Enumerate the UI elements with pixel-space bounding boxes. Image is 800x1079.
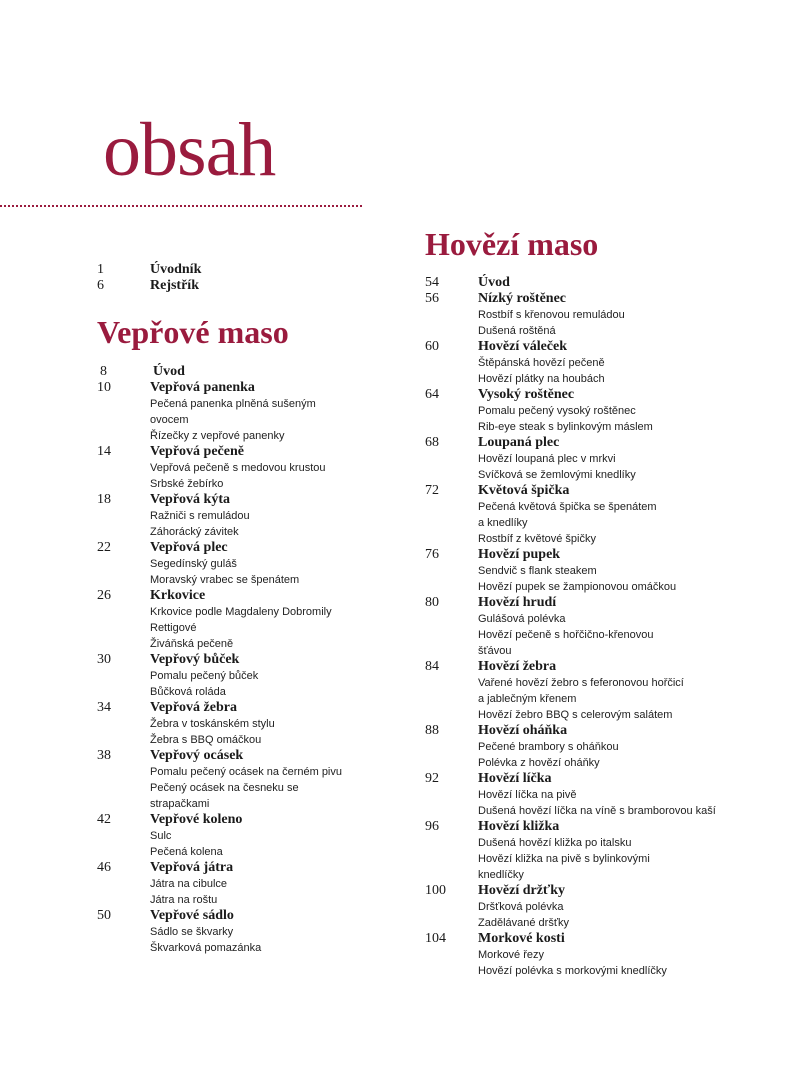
toc-row[interactable] [425, 883, 745, 931]
recipe-item[interactable]: Štěpánská hovězí pečeně [478, 357, 605, 369]
chapter-title[interactable]: Vepřová panenka [150, 380, 255, 395]
toc-entry [150, 812, 397, 860]
toc-entry [478, 387, 745, 435]
page-number: 6 [97, 278, 104, 293]
pork-section-title: Vepřové maso [97, 314, 289, 350]
toc-entry [150, 860, 397, 908]
toc-row[interactable] [97, 812, 397, 860]
toc-entry [150, 748, 397, 812]
toc-row[interactable] [425, 291, 745, 339]
recipe-item[interactable]: Pomalu pečený ocásek na černém pivu [150, 766, 342, 778]
recipe-item[interactable]: Krkovice podle Magdaleny Dobromily [150, 606, 332, 618]
recipe-item[interactable]: Řízečky z vepřové panenky [150, 430, 285, 442]
toc-entry [478, 883, 745, 931]
toc-row[interactable] [97, 700, 397, 748]
recipe-item[interactable]: Pečené brambory s oháňkou [478, 741, 619, 753]
chapter-title[interactable]: Vepřová žebra [150, 700, 237, 715]
chapter-title[interactable]: Úvodník [150, 262, 202, 277]
chapter-title[interactable]: Vepřové koleno [150, 812, 243, 827]
recipe-item[interactable]: ovocem [150, 414, 189, 426]
recipe-item[interactable]: Škvarková pomazánka [150, 942, 262, 954]
recipe-item[interactable]: Rettigové [150, 622, 197, 634]
intro-list [97, 262, 397, 294]
page-number: 80 [425, 595, 439, 610]
toc-entry [478, 435, 745, 483]
page-number: 92 [425, 771, 439, 786]
recipe-item[interactable]: Moravský vrabec se špenátem [150, 574, 300, 586]
toc-row[interactable] [97, 380, 397, 444]
toc-entry [478, 595, 745, 659]
toc-row[interactable] [97, 364, 397, 380]
toc-row[interactable] [425, 547, 745, 595]
recipe-item[interactable]: Pomalu pečený bůček [150, 670, 259, 682]
toc-row[interactable] [97, 588, 397, 652]
toc-row[interactable] [97, 278, 397, 294]
page-number: 1 [97, 262, 104, 277]
chapter-title[interactable]: Vepřová játra [150, 860, 234, 875]
toc-entry [478, 931, 745, 979]
dotted-divider [0, 205, 362, 207]
page-number: 22 [97, 540, 111, 555]
recipe-item[interactable]: Vepřová pečeně s medovou krustou [150, 462, 326, 474]
page-number: 68 [425, 435, 439, 450]
recipe-item[interactable]: a knedlíky [478, 517, 528, 529]
page-title: obsah [103, 108, 276, 192]
recipe-item[interactable]: Bůčková roláda [150, 686, 226, 698]
toc-entry [478, 291, 745, 339]
recipe-item[interactable]: Pomalu pečený vysoký roštěnec [478, 405, 636, 417]
chapter-title[interactable]: Hovězí držťky [478, 883, 566, 898]
page-number: 38 [97, 748, 111, 763]
recipe-item[interactable]: Živáňská pečeně [150, 638, 234, 650]
toc-row[interactable] [425, 483, 745, 547]
toc-entry [150, 444, 397, 492]
toc-entry [478, 339, 745, 387]
recipe-item[interactable]: Morkové řezy [478, 949, 545, 961]
recipe-item[interactable]: Zadělávané dršťky [478, 917, 569, 929]
chapter-title[interactable]: Vepřový ocásek [150, 748, 244, 763]
recipe-item[interactable]: Dušená roštěná [478, 325, 556, 337]
recipe-item[interactable]: Hovězí plátky na houbách [478, 373, 605, 385]
toc-entry [150, 278, 397, 294]
page-number: 76 [425, 547, 439, 562]
toc-entry [478, 723, 745, 771]
recipe-item[interactable]: Hovězí pečeně s hořčično-křenovou [478, 629, 654, 641]
recipe-item[interactable]: Segedínský guláš [150, 558, 237, 570]
recipe-item[interactable]: Svíčková se žemlovými knedlíky [478, 469, 636, 481]
recipe-item[interactable]: a jablečným křenem [478, 693, 577, 705]
toc-row[interactable] [425, 435, 745, 483]
page-number: 10 [97, 380, 111, 395]
chapter-title[interactable]: Vepřová plec [150, 540, 228, 555]
chapter-title[interactable]: Hovězí váleček [478, 339, 568, 354]
page-number: 26 [97, 588, 111, 603]
page-number: 30 [97, 652, 111, 667]
toc-entry [478, 659, 745, 723]
recipe-item[interactable]: Sendvič s flank steakem [478, 565, 597, 577]
recipe-item[interactable]: Dušená hovězí kližka po italsku [478, 837, 632, 849]
chapter-title[interactable]: Hovězí kližka [478, 819, 560, 834]
toc-row[interactable] [425, 275, 745, 291]
left-column [97, 262, 397, 956]
chapter-title[interactable]: Nízký roštěnec [478, 291, 566, 306]
chapter-title[interactable]: Loupaná plec [478, 435, 560, 450]
page-number: 56 [425, 291, 439, 306]
chapter-title[interactable]: Hovězí líčka [478, 771, 552, 786]
toc-entry [150, 652, 397, 700]
recipe-item[interactable]: Gulášová polévka [478, 613, 566, 625]
recipe-item[interactable]: Dušená hovězí líčka na víně s bramborovou kaší [478, 805, 716, 817]
toc-entry [150, 700, 397, 748]
recipe-item[interactable]: Rostbíf z květové špičky [478, 533, 596, 545]
page-number: 34 [97, 700, 111, 715]
page-number: 104 [425, 931, 446, 946]
toc-row[interactable] [97, 860, 397, 908]
recipe-item[interactable]: Hovězí kližka na pivě s bylinkovými [478, 853, 650, 865]
recipe-item[interactable]: Ražniči s remuládou [150, 510, 250, 522]
page-number: 84 [425, 659, 439, 674]
recipe-item[interactable]: Hovězí pupek se žampionovou omáčkou [478, 581, 677, 593]
page-number: 100 [425, 883, 446, 898]
recipe-item[interactable]: knedlíčky [478, 869, 524, 881]
recipe-item[interactable]: Vařené hovězí žebro s feferonovou hořčicí [478, 677, 684, 689]
toc-row[interactable] [425, 339, 745, 387]
toc-entry [478, 819, 745, 883]
chapter-title[interactable]: Vysoký roštěnec [478, 387, 575, 402]
recipe-item[interactable]: Žebra s BBQ omáčkou [150, 734, 262, 746]
chapter-title[interactable]: Krkovice [150, 588, 206, 603]
chapter-title[interactable]: Hovězí pupek [478, 547, 561, 562]
page-number: 18 [97, 492, 111, 507]
toc-row[interactable] [97, 444, 397, 492]
chapter-title[interactable]: Rejstřík [150, 278, 199, 293]
page-number: 60 [425, 339, 439, 354]
toc-entry [153, 364, 397, 380]
toc-row[interactable] [97, 748, 397, 812]
recipe-item[interactable]: Žebra v toskánském stylu [150, 718, 275, 730]
recipe-item[interactable]: Hovězí líčka na pivě [478, 789, 577, 801]
toc-entry [150, 540, 397, 588]
toc-row[interactable] [425, 931, 745, 979]
page-number: 96 [425, 819, 439, 834]
toc-row[interactable] [97, 652, 397, 700]
toc-row[interactable] [97, 262, 397, 278]
toc-row[interactable] [425, 819, 745, 883]
page-number: 72 [425, 483, 439, 498]
page-number: 50 [97, 908, 111, 923]
toc-entry [150, 588, 397, 652]
toc-row[interactable] [425, 659, 745, 723]
page-number: 42 [97, 812, 111, 827]
toc-row[interactable] [425, 723, 745, 771]
recipe-item[interactable]: Hovězí žebro BBQ s celerovým salátem [478, 709, 673, 721]
toc-entry [478, 483, 745, 547]
recipe-item[interactable]: strapačkami [150, 798, 210, 810]
page-number: 54 [425, 275, 439, 290]
chapter-title[interactable]: Hovězí žebra [478, 659, 557, 674]
page-number: 46 [97, 860, 111, 875]
beef-section-title: Hovězí maso [425, 226, 599, 262]
recipe-item[interactable]: Pečená panenka plněná sušeným [150, 398, 316, 410]
chapter-title[interactable]: Úvod [153, 364, 185, 379]
chapter-title[interactable]: Morkové kosti [478, 931, 565, 946]
pork-chapter-list [97, 364, 397, 956]
toc-row[interactable] [97, 540, 397, 588]
toc-entry [150, 492, 397, 540]
page-number: 8 [100, 364, 107, 379]
recipe-item[interactable]: Srbské žebírko [150, 478, 224, 490]
toc-row[interactable] [97, 908, 397, 956]
toc-entry [478, 771, 745, 819]
page-number: 14 [97, 444, 111, 459]
recipe-item[interactable]: Pečená kolena [150, 846, 223, 858]
page-number: 88 [425, 723, 439, 738]
recipe-item[interactable]: Polévka z hovězí oháňky [478, 757, 600, 769]
chapter-title[interactable]: Hovězí hrudí [478, 595, 557, 610]
toc-row[interactable] [97, 492, 397, 540]
recipe-item[interactable]: Hovězí loupaná plec v mrkvi [478, 453, 616, 465]
toc-entry [150, 908, 397, 956]
toc-entry [150, 380, 397, 444]
recipe-item[interactable]: Pečený ocásek na česneku se [150, 782, 299, 794]
chapter-title[interactable]: Úvod [478, 275, 510, 290]
toc-row[interactable] [425, 595, 745, 659]
recipe-item[interactable]: Játra na cibulce [150, 878, 228, 890]
recipe-item[interactable]: Játra na roštu [150, 894, 218, 906]
toc-entry [478, 547, 745, 595]
chapter-title[interactable]: Vepřová kýta [150, 492, 230, 507]
toc-entry [478, 275, 745, 291]
recipe-item[interactable]: Rib-eye steak s bylinkovým máslem [478, 421, 653, 433]
beef-chapter-list [425, 275, 745, 979]
chapter-title[interactable]: Květová špička [478, 483, 570, 498]
toc-row[interactable] [425, 387, 745, 435]
right-column [425, 228, 745, 979]
recipe-item[interactable]: šťávou [478, 645, 512, 657]
chapter-title[interactable]: Vepřové sádlo [150, 908, 234, 923]
recipe-item[interactable]: Sádlo se škvarky [150, 926, 234, 938]
toc-row[interactable] [425, 771, 745, 819]
chapter-title[interactable]: Vepřový bůček [150, 652, 240, 667]
chapter-title[interactable]: Hovězí oháňka [478, 723, 568, 738]
recipe-item[interactable]: Sulc [150, 830, 172, 842]
page-number: 64 [425, 387, 439, 402]
toc-entry [150, 262, 397, 278]
recipe-item[interactable]: Hovězí polévka s morkovými knedlíčky [478, 965, 667, 977]
recipe-item[interactable]: Záhorácký závitek [150, 526, 239, 538]
recipe-item[interactable]: Rostbíf s křenovou remuládou [478, 309, 625, 321]
chapter-title[interactable]: Vepřová pečeně [150, 444, 244, 459]
recipe-item[interactable]: Pečená květová špička se špenátem [478, 501, 657, 513]
recipe-item[interactable]: Dršťková polévka [478, 901, 564, 913]
